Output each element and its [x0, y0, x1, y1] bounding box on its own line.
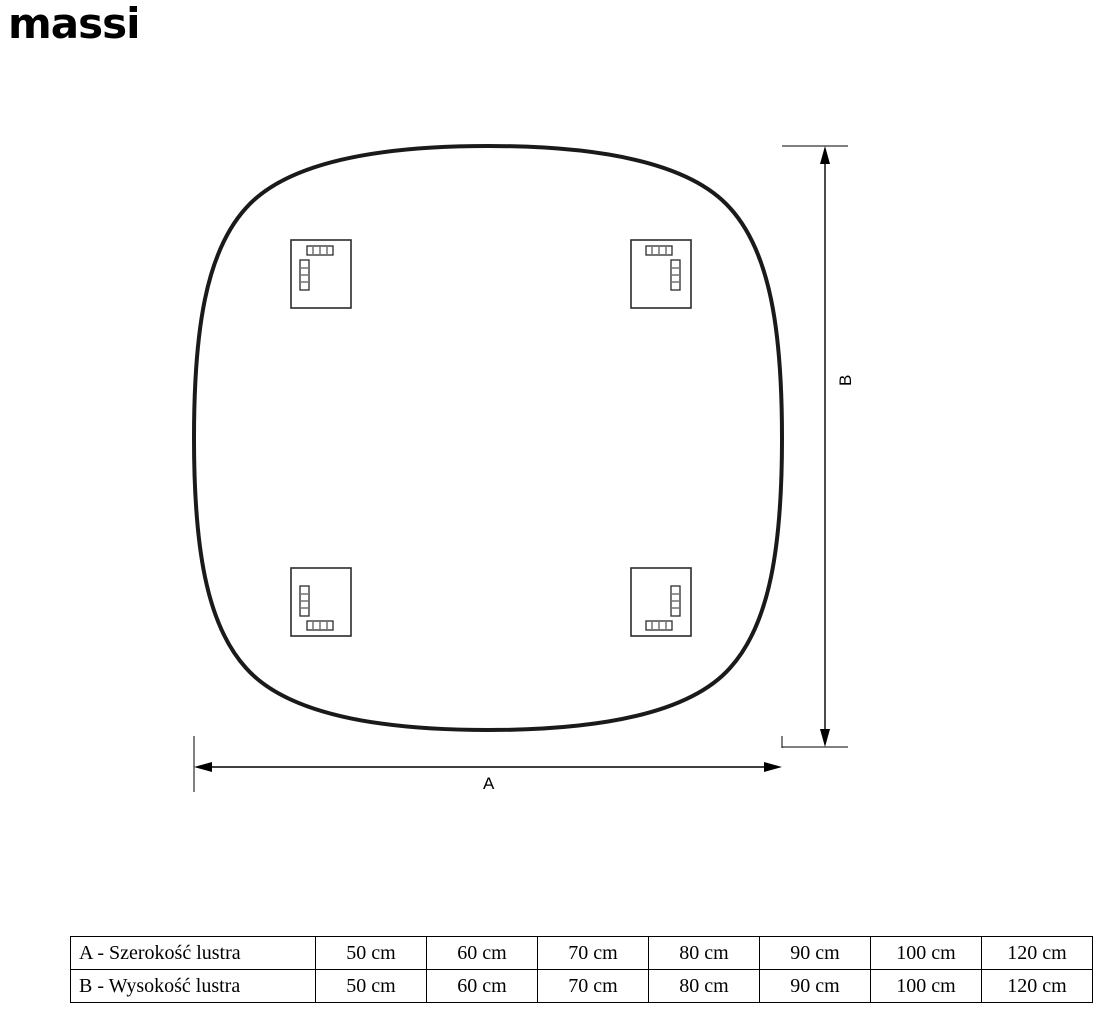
cell-width-60: 60 cm: [427, 937, 538, 970]
mount-bracket-top-left: [291, 240, 351, 308]
cell-height-50: 50 cm: [316, 970, 427, 1003]
cell-width-50: 50 cm: [316, 937, 427, 970]
cell-width-70: 70 cm: [538, 937, 649, 970]
brand-logo: massi: [8, 0, 140, 48]
row-label-width: A - Szerokość lustra: [71, 937, 316, 970]
dimension-label-height: B: [836, 374, 855, 386]
cell-height-90: 90 cm: [760, 970, 871, 1003]
cell-width-120: 120 cm: [982, 937, 1093, 970]
table-row: [71, 937, 1093, 970]
cell-height-70: 70 cm: [538, 970, 649, 1003]
cell-width-80: 80 cm: [649, 937, 760, 970]
mount-bracket-bottom-left: [291, 568, 351, 636]
dimensions-table: [70, 936, 1093, 1003]
dimension-label-width: A: [483, 774, 495, 793]
cell-height-120: 120 cm: [982, 970, 1093, 1003]
mount-bracket-bottom-right: [631, 568, 691, 636]
mirror-outline-group: [194, 146, 782, 730]
row-label-height: B - Wysokość lustra: [71, 970, 316, 1003]
cell-width-90: 90 cm: [760, 937, 871, 970]
mount-bracket-top-right: [631, 240, 691, 308]
dimension-line-height: [820, 146, 830, 747]
cell-height-80: 80 cm: [649, 970, 760, 1003]
dimension-line-width: [194, 762, 782, 772]
table-row: [71, 970, 1093, 1003]
cell-height-100: 100 cm: [871, 970, 982, 1003]
cell-height-60: 60 cm: [427, 970, 538, 1003]
cell-width-100: 100 cm: [871, 937, 982, 970]
